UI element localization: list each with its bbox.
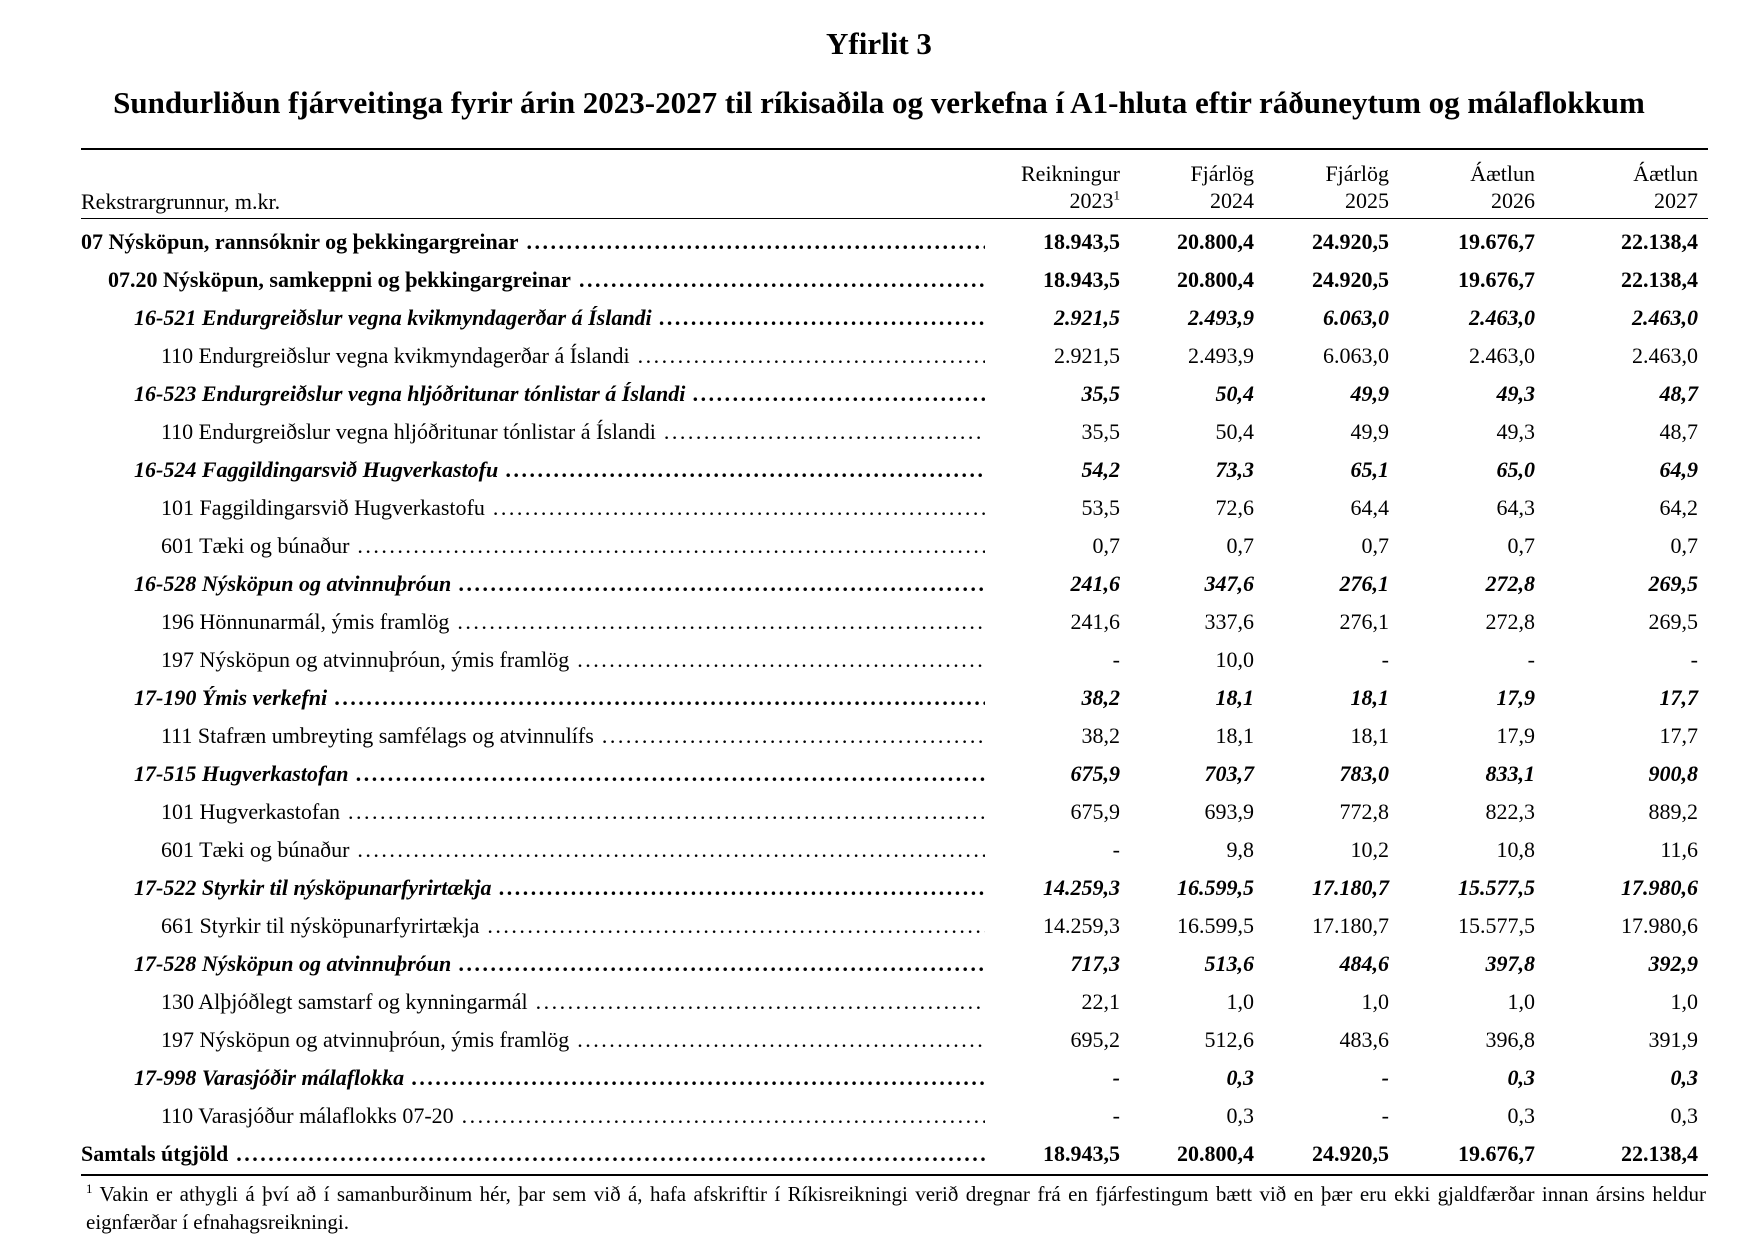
table-cell: 0,3 bbox=[1507, 1065, 1535, 1090]
table-row bbox=[81, 602, 1708, 640]
table-cell: 783,0 bbox=[1339, 761, 1389, 786]
table-cell: 269,5 bbox=[1648, 571, 1698, 596]
table-cell: 717,3 bbox=[1070, 951, 1120, 976]
table-cell: 35,5 bbox=[1081, 381, 1120, 406]
table-cell: 64,9 bbox=[1659, 457, 1698, 482]
table-cell: 64,3 bbox=[1496, 495, 1535, 520]
table-cell: 1,0 bbox=[1226, 989, 1254, 1014]
unit-label: Rekstrargrunnur, m.kr. bbox=[81, 189, 281, 214]
table-cell: 2.463,0 bbox=[1469, 305, 1535, 330]
table-cell: 675,9 bbox=[1070, 799, 1120, 824]
table-cell: 16.599,5 bbox=[1177, 875, 1254, 900]
row-label-text: 196 Hönnunarmál, ýmis framlög bbox=[161, 609, 450, 634]
table-cell: 48,7 bbox=[1659, 381, 1698, 406]
table-cell: - bbox=[1381, 1065, 1389, 1090]
table-row bbox=[81, 716, 1708, 754]
table-cell: 2.463,0 bbox=[1632, 305, 1698, 330]
table-cell: 483,6 bbox=[1339, 1027, 1389, 1052]
table-row bbox=[81, 526, 1708, 564]
table-cell: 18.943,5 bbox=[1043, 267, 1120, 292]
row-label-text: 110 Endurgreiðslur vegna kvikmyndagerðar á Íslandi bbox=[161, 343, 630, 368]
table-row bbox=[81, 260, 1708, 298]
row-label bbox=[134, 951, 985, 977]
table-cell: 24.920,5 bbox=[1312, 229, 1389, 254]
table-cell: 241,6 bbox=[1070, 609, 1120, 634]
column-header-line1: Fjárlög bbox=[1190, 161, 1254, 186]
row-label bbox=[161, 419, 985, 445]
table-row bbox=[81, 374, 1708, 412]
row-label bbox=[108, 267, 985, 293]
table-cell: 822,3 bbox=[1485, 799, 1535, 824]
row-label-text: 110 Endurgreiðslur vegna hljóðritunar tónlistar á Íslandi bbox=[161, 419, 656, 444]
table-cell: 24.920,5 bbox=[1312, 267, 1389, 292]
table-cell: 396,8 bbox=[1485, 1027, 1535, 1052]
table-cell: 2.921,5 bbox=[1054, 343, 1120, 368]
row-label-text: 111 Stafræn umbreyting samfélags og atvinnulífs bbox=[161, 723, 594, 748]
table-cell: 48,7 bbox=[1659, 419, 1698, 444]
row-label bbox=[161, 647, 985, 673]
table-cell: 695,2 bbox=[1070, 1027, 1120, 1052]
table-cell: 18,1 bbox=[1350, 685, 1389, 710]
table-cell: 276,1 bbox=[1339, 571, 1389, 596]
table-cell: 18.943,5 bbox=[1043, 1141, 1120, 1166]
column-header-line1: Fjárlög bbox=[1325, 161, 1389, 186]
row-label bbox=[161, 495, 985, 521]
table-cell: 53,5 bbox=[1081, 495, 1120, 520]
table-cell: 38,2 bbox=[1081, 685, 1120, 710]
table-cell: 14.259,3 bbox=[1043, 913, 1120, 938]
table-cell: 14.259,3 bbox=[1043, 875, 1120, 900]
table-cell: 0,7 bbox=[1226, 533, 1254, 558]
table-cell: 17.980,6 bbox=[1621, 913, 1698, 938]
table-row bbox=[81, 1020, 1708, 1058]
row-label-text: 17-515 Hugverkastofan bbox=[134, 761, 349, 786]
table-cell: 703,7 bbox=[1204, 761, 1254, 786]
table-cell: 9,8 bbox=[1226, 837, 1254, 862]
table-cell: 50,4 bbox=[1215, 419, 1254, 444]
table-cell: 2.463,0 bbox=[1469, 343, 1535, 368]
table-cell: 72,6 bbox=[1215, 495, 1254, 520]
table-row bbox=[81, 450, 1708, 488]
table-cell: - bbox=[1112, 1103, 1120, 1128]
table-cell: 392,9 bbox=[1648, 951, 1698, 976]
row-label-text: 17-190 Ýmis verkefni bbox=[134, 685, 328, 710]
table-row bbox=[81, 1058, 1708, 1096]
table-cell: 10,8 bbox=[1496, 837, 1535, 862]
table-row bbox=[81, 830, 1708, 868]
table-cell: 0,7 bbox=[1670, 533, 1698, 558]
table-row bbox=[81, 982, 1708, 1020]
column-header-line1: Reikningur bbox=[1021, 161, 1120, 186]
table-row bbox=[81, 488, 1708, 526]
table-cell: 1,0 bbox=[1507, 989, 1535, 1014]
row-label-text: 101 Hugverkastofan bbox=[161, 799, 341, 824]
table-cell: 18,1 bbox=[1215, 723, 1254, 748]
table-cell: 16.599,5 bbox=[1177, 913, 1254, 938]
column-header-line2: 2027 bbox=[1654, 188, 1698, 213]
row-label bbox=[134, 571, 985, 597]
table-cell: 272,8 bbox=[1485, 571, 1535, 596]
row-label-text: 130 Alþjóðlegt samstarf og kynningarmál bbox=[161, 989, 528, 1014]
table-cell: 337,6 bbox=[1204, 609, 1254, 634]
table-cell: 512,6 bbox=[1204, 1027, 1254, 1052]
table-cell: 397,8 bbox=[1485, 951, 1535, 976]
table-cell: 19.676,7 bbox=[1458, 267, 1535, 292]
row-label-text: 17-998 Varasjóðir málaflokka bbox=[134, 1065, 405, 1090]
row-label-text: 07.20 Nýsköpun, samkeppni og þekkingargreinar bbox=[108, 267, 571, 292]
table-row bbox=[81, 640, 1708, 678]
table-row bbox=[81, 754, 1708, 792]
row-label-text: 16-528 Nýsköpun og atvinnuþróun bbox=[134, 571, 452, 596]
table-cell: 22,1 bbox=[1081, 989, 1120, 1014]
table-cell: 19.676,7 bbox=[1458, 229, 1535, 254]
header-rule bbox=[81, 218, 1708, 219]
table-row bbox=[81, 222, 1708, 260]
table-cell: 0,3 bbox=[1670, 1065, 1698, 1090]
table-cell: 0,3 bbox=[1670, 1103, 1698, 1128]
row-label-text: 197 Nýsköpun og atvinnuþróun, ýmis framlög bbox=[161, 1027, 570, 1052]
row-label-text: 07 Nýsköpun, rannsóknir og þekkingargreinar bbox=[81, 229, 519, 254]
table-cell: 22.138,4 bbox=[1621, 1141, 1698, 1166]
table-cell: 18,1 bbox=[1350, 723, 1389, 748]
column-header-line2: 2023$^1$ bbox=[1069, 187, 1120, 213]
row-label bbox=[134, 457, 985, 483]
top-rule bbox=[81, 148, 1708, 150]
row-label bbox=[161, 609, 985, 635]
table-row bbox=[81, 298, 1708, 336]
column-header-line2: 2025 bbox=[1345, 188, 1389, 213]
row-label bbox=[161, 533, 985, 559]
table-cell: 11,6 bbox=[1660, 837, 1698, 862]
table-cell: 38,2 bbox=[1081, 723, 1120, 748]
table-cell: 15.577,5 bbox=[1458, 875, 1535, 900]
table-cell: 17.980,6 bbox=[1621, 875, 1698, 900]
table-cell: 0,3 bbox=[1507, 1103, 1535, 1128]
table-cell: 17,7 bbox=[1659, 723, 1698, 748]
table-cell: 35,5 bbox=[1081, 419, 1120, 444]
row-label bbox=[161, 989, 985, 1015]
table-cell: 17,7 bbox=[1659, 685, 1698, 710]
table-cell: 49,3 bbox=[1496, 419, 1535, 444]
row-label-text: 661 Styrkir til nýsköpunarfyrirtækja bbox=[161, 913, 480, 938]
table-cell: 2.493,9 bbox=[1188, 343, 1254, 368]
table-cell: 20.800,4 bbox=[1177, 229, 1254, 254]
table-cell: - bbox=[1112, 837, 1120, 862]
row-label-text: Samtals útgjöld bbox=[81, 1141, 229, 1166]
table-cell: 347,6 bbox=[1204, 571, 1254, 596]
table-row bbox=[81, 412, 1708, 450]
row-label-text: 601 Tæki og búnaður bbox=[161, 837, 350, 862]
footnote-text: Vakin er athygli á því að í samanburðinum hér, þar sem við á, hafa afskriftir í Ríkisreikningi verið dregnar frá en fjárfestingum bætt við en þær eru ekki gjaldfærðar innan ársins heldur eignfærðar í efnahagsreikningi. bbox=[86, 1182, 1706, 1234]
table-cell: 54,2 bbox=[1081, 457, 1120, 482]
table-cell: 19.676,7 bbox=[1458, 1141, 1535, 1166]
table-row bbox=[81, 868, 1708, 906]
column-header bbox=[1375, 160, 1535, 214]
row-label bbox=[134, 381, 985, 407]
table-cell: 391,9 bbox=[1648, 1027, 1698, 1052]
table-cell: 833,1 bbox=[1485, 761, 1535, 786]
table-cell: 15.577,5 bbox=[1458, 913, 1535, 938]
row-label bbox=[81, 1141, 985, 1167]
table-cell: - bbox=[1381, 1103, 1389, 1128]
table-cell: 484,6 bbox=[1339, 951, 1389, 976]
table-row bbox=[81, 678, 1708, 716]
table-cell: 20.800,4 bbox=[1177, 1141, 1254, 1166]
column-header bbox=[1538, 160, 1698, 214]
table-cell: 49,9 bbox=[1350, 419, 1389, 444]
table-cell: 241,6 bbox=[1070, 571, 1120, 596]
row-label-text: 601 Tæki og búnaður bbox=[161, 533, 350, 558]
table-title: Yfirlit 3 bbox=[826, 26, 932, 61]
row-label bbox=[134, 685, 985, 711]
table-row bbox=[81, 944, 1708, 982]
row-label bbox=[161, 723, 985, 749]
table-cell: - bbox=[1690, 647, 1698, 672]
table-cell: 2.493,9 bbox=[1188, 305, 1254, 330]
table-cell: 18.943,5 bbox=[1043, 229, 1120, 254]
table-cell: 10,0 bbox=[1215, 647, 1254, 672]
row-label-text: 16-524 Faggildingarsvið Hugverkastofu bbox=[134, 457, 499, 482]
column-header-line1: Áætlun bbox=[1633, 161, 1698, 186]
table-cell: 17.180,7 bbox=[1312, 913, 1389, 938]
table-cell: 18,1 bbox=[1215, 685, 1254, 710]
table-row bbox=[81, 1096, 1708, 1134]
table-cell: 276,1 bbox=[1339, 609, 1389, 634]
row-label bbox=[161, 913, 985, 939]
row-label bbox=[134, 761, 985, 787]
table-cell: 0,3 bbox=[1226, 1065, 1254, 1090]
row-label bbox=[161, 837, 985, 863]
table-cell: 22.138,4 bbox=[1621, 229, 1698, 254]
row-label-text: 197 Nýsköpun og atvinnuþróun, ýmis framlög bbox=[161, 647, 570, 672]
table-row bbox=[81, 336, 1708, 374]
table-cell: - bbox=[1112, 1065, 1120, 1090]
table-cell: 0,3 bbox=[1226, 1103, 1254, 1128]
row-label bbox=[81, 229, 985, 255]
table-cell: 2.921,5 bbox=[1054, 305, 1120, 330]
table-cell: 49,3 bbox=[1496, 381, 1535, 406]
table-cell: 10,2 bbox=[1350, 837, 1389, 862]
column-header-line2: 2026 bbox=[1491, 188, 1535, 213]
row-label bbox=[134, 875, 985, 901]
table-cell: - bbox=[1112, 647, 1120, 672]
row-label-text: 110 Varasjóður málaflokks 07-20 bbox=[161, 1103, 454, 1128]
row-label-text: 101 Faggildingarsvið Hugverkastofu bbox=[161, 495, 485, 520]
table-cell: 0,7 bbox=[1507, 533, 1535, 558]
table-cell: 1,0 bbox=[1670, 989, 1698, 1014]
row-label bbox=[134, 1065, 985, 1091]
footnote-ref: 1 bbox=[1113, 187, 1120, 203]
table-row bbox=[81, 564, 1708, 602]
table-cell: 64,2 bbox=[1659, 495, 1698, 520]
row-label-text: 17-528 Nýsköpun og atvinnuþróun bbox=[134, 951, 452, 976]
table-cell: 6.063,0 bbox=[1323, 343, 1389, 368]
footnote-mark: 1 bbox=[86, 1181, 93, 1196]
table-cell: 1,0 bbox=[1361, 989, 1389, 1014]
row-label bbox=[161, 1103, 985, 1129]
bottom-rule bbox=[81, 1174, 1708, 1176]
table-cell: 17,9 bbox=[1496, 685, 1535, 710]
table-cell: 17.180,7 bbox=[1312, 875, 1389, 900]
table-cell: 65,0 bbox=[1496, 457, 1535, 482]
table-cell: 0,7 bbox=[1092, 533, 1120, 558]
column-header-line1: Áætlun bbox=[1470, 161, 1535, 186]
table-cell: - bbox=[1381, 647, 1389, 672]
table-cell: 17,9 bbox=[1496, 723, 1535, 748]
table-row bbox=[81, 906, 1708, 944]
row-label bbox=[161, 343, 985, 369]
table-cell: 73,3 bbox=[1215, 457, 1254, 482]
table-cell: 900,8 bbox=[1648, 761, 1698, 786]
table-cell: 64,4 bbox=[1350, 495, 1389, 520]
table-cell: 49,9 bbox=[1350, 381, 1389, 406]
row-label bbox=[134, 305, 985, 331]
row-label-text: 16-521 Endurgreiðslur vegna kvikmyndagerðar á Íslandi bbox=[134, 305, 652, 330]
table-cell: 269,5 bbox=[1648, 609, 1698, 634]
table-cell: 24.920,5 bbox=[1312, 1141, 1389, 1166]
table-cell: 272,8 bbox=[1485, 609, 1535, 634]
row-label bbox=[161, 1027, 985, 1053]
table-cell: 0,7 bbox=[1361, 533, 1389, 558]
table-cell: 22.138,4 bbox=[1621, 267, 1698, 292]
table-cell: - bbox=[1527, 647, 1535, 672]
row-label-text: 17-522 Styrkir til nýsköpunarfyrirtækja bbox=[134, 875, 492, 900]
table-row bbox=[81, 1134, 1708, 1172]
footnote bbox=[86, 1180, 1706, 1236]
table-cell: 50,4 bbox=[1215, 381, 1254, 406]
table-cell: 675,9 bbox=[1070, 761, 1120, 786]
table-cell: 889,2 bbox=[1648, 799, 1698, 824]
table-cell: 693,9 bbox=[1204, 799, 1254, 824]
row-label-text: 16-523 Endurgreiðslur vegna hljóðritunar tónlistar á Íslandi bbox=[134, 381, 686, 406]
row-label bbox=[161, 799, 985, 825]
table-cell: 2.463,0 bbox=[1632, 343, 1698, 368]
column-header-line2: 2024 bbox=[1210, 188, 1254, 213]
table-subtitle: Sundurliðun fjárveitinga fyrir árin 2023-2027 til ríkisaðila og verkefna í A1-hluta eftir ráðuneytum og málaflokkum bbox=[113, 85, 1645, 120]
table-cell: 20.800,4 bbox=[1177, 267, 1254, 292]
column-header bbox=[1229, 160, 1389, 214]
table-cell: 6.063,0 bbox=[1323, 305, 1389, 330]
table-cell: 772,8 bbox=[1339, 799, 1389, 824]
table-cell: 513,6 bbox=[1204, 951, 1254, 976]
table-cell: 65,1 bbox=[1350, 457, 1389, 482]
table-row bbox=[81, 792, 1708, 830]
